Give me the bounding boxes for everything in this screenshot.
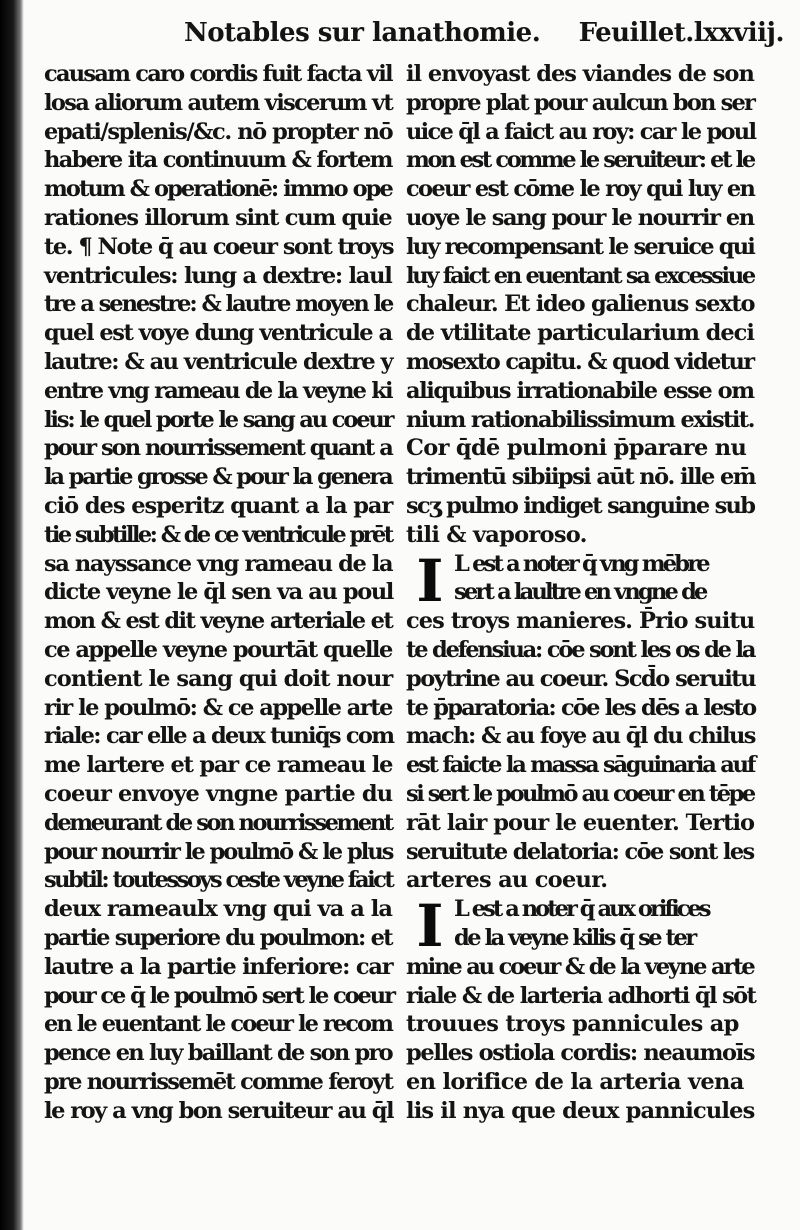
page-title: Notables sur lanathomie. (184, 18, 541, 48)
text-line: lautre a la partie inferiore: car (44, 953, 393, 980)
text-line: riale & de larteria adhorti q̄l sōt (406, 982, 756, 1009)
text-line: ventricules: lung a dextre: laul (44, 262, 392, 289)
text-line: contient le sang qui doit nour (44, 665, 393, 692)
text-line: rāt lair pour le euenter. Tertio (406, 809, 755, 836)
text-line: te defensiua: cōe sont les os de la (406, 636, 755, 663)
text-line: le roy a vng bon seruiteur au q̄l (44, 1097, 394, 1124)
text-line: tili & vaporoso. (406, 521, 587, 548)
drop-cap-initial: I (416, 546, 444, 615)
running-head (184, 18, 784, 54)
text-line: pour nourrir le poulmō & le plus (44, 838, 393, 865)
text-line: te. ¶ Note q̄ au coeur sont troys (44, 233, 394, 260)
text-line: mon & est dit veyne arteriale et (44, 608, 393, 635)
text-line: ces troys manieres. P̄rio suitu (406, 608, 755, 635)
text-line: subtil: toutessoys ceste veyne faict (44, 867, 393, 894)
text-line: entre vng rameau de la veyne ki (44, 377, 392, 404)
text-line: uoye le sang pour le nourrir en (406, 204, 754, 231)
text-line: lis il nya que deux pannicules (406, 1097, 755, 1124)
text-line: deux rameaulx vng qui va a la (44, 896, 393, 923)
text-line: pence en luy baillant de son pro (44, 1040, 392, 1067)
text-line: coeur est cōme le roy qui luy en (406, 176, 755, 203)
text-line: losa aliorum autem viscerum vt (44, 89, 393, 116)
text-line: pelles ostiola cordis: neaumoīs (406, 1040, 755, 1067)
text-line: trimentū sibiipsi aūt nō. ille em̄ (406, 464, 755, 491)
text-line: de la veyne kilis q̄ se ter (454, 924, 695, 951)
text-line: dicte veyne le q̄l sen va au poul (44, 579, 393, 606)
text-line: nium rationabilissimum existit. (406, 406, 754, 433)
text-line: lautre: & au ventricule dextre y (44, 348, 393, 375)
text-line: sa nayssance vng rameau de la (44, 550, 393, 577)
folio-number: Feuillet.lxxviij. (578, 18, 784, 48)
text-line: rir le poulmō: & ce appelle arte (44, 694, 392, 721)
text-line: pour ce q̄ le poulmō sert le coeur (44, 982, 394, 1009)
text-line: ce appelle veyne pourtāt quelle (44, 636, 392, 663)
text-line: trouues troys pannicules ap (406, 1011, 739, 1038)
text-line: L est a noter q̄ aux orifices (454, 896, 709, 923)
text-line: mach: & au foye au q̄l du chilus (406, 723, 755, 750)
text-line: en le euentant le coeur le recom (44, 1011, 393, 1038)
text-line: luy faict en euentant sa excessiue (406, 262, 754, 289)
text-line: mon est comme le seruiteur: et le (406, 147, 754, 174)
right-text-column (406, 60, 756, 1125)
text-line: est faicte la massa sāguinaria auf (406, 752, 755, 779)
text-line: quel est voye dung ventricule a (44, 320, 392, 347)
text-line: tre a senestre: & lautre moyen le (44, 291, 393, 318)
book-page (24, 0, 800, 1230)
text-line: sert a laultre en vngne de (454, 579, 706, 606)
paragraph-with-initial (406, 892, 756, 1125)
text-line: habere ita continuum & fortem (44, 147, 392, 174)
text-line: mine au coeur & de la veyne arte (406, 953, 754, 980)
text-line: tie subtille: & de ce ventricule prēt (44, 521, 392, 548)
text-line: seruitute delatoria: cōe sont les (406, 838, 754, 865)
text-line: rationes illorum sint cum quie (44, 204, 392, 231)
drop-cap-initial: I (416, 892, 444, 961)
text-line: luy recompensant le seruice qui (406, 233, 755, 260)
text-line: demeurant de son nourrissement (44, 809, 392, 836)
text-line: arteres au coeur. (406, 867, 608, 894)
left-text-column (44, 60, 394, 1125)
text-line: riale: car elle a deux tuniq̄s com (44, 723, 394, 750)
text-line: poytrine au coeur. Scd̄o seruitu (406, 665, 756, 692)
text-line: si sert le poulmō au coeur en tēpe (406, 780, 754, 807)
text-line: lis: le quel porte le sang au coeur (44, 406, 393, 433)
paragraph-lines (406, 546, 756, 896)
text-line: la partie grosse & pour la genera (44, 464, 392, 491)
text-line: ciō des esperitz quant a la par (44, 492, 393, 519)
text-line: uice q̄l a faict au roy: car le poul (406, 118, 756, 145)
text-line: epati/splenis/&c. nō propter nō (44, 118, 393, 145)
text-line: causam caro cordis fuit facta vil (44, 61, 392, 87)
text-line: propre plat pour aulcun bon ser (406, 89, 755, 116)
text-line: chaleur. Et ideo galienus sexto (406, 291, 755, 318)
text-line: pre nourrissemēt comme feroyt (44, 1068, 393, 1095)
text-line: il envoyast des viandes de son (406, 61, 754, 87)
right-column-paragraph (406, 60, 756, 550)
text-line: me lartere et par ce rameau le (44, 752, 393, 779)
paragraph-lines (406, 892, 756, 1125)
text-line: de vtilitate particularium deci (406, 320, 754, 347)
text-line: te p̄paratoria: cōe les dēs a lesto (406, 694, 756, 721)
text-line: pour son nourrissement quant a (44, 435, 392, 462)
text-line: coeur envoye vngne partie du (44, 780, 393, 807)
text-line: aliquibus irrationabile esse om (406, 377, 754, 404)
text-line: scʒ pulmo indiget sanguine sub (406, 492, 755, 519)
page-gutter-shadow (0, 0, 24, 1230)
text-line: partie superiore du poulmon: et (44, 924, 392, 951)
text-line: L est a noter q̄ vng mēbre (454, 550, 708, 577)
text-line: en lorifice de la arteria vena (406, 1068, 744, 1095)
text-line: motum & operationē: immo ope (44, 176, 392, 203)
text-line: Cor q̄dē pulmoni p̄parare nu (406, 435, 747, 462)
text-line: mosexto capitu. & quod videtur (406, 348, 754, 375)
paragraph-with-initial (406, 546, 756, 896)
